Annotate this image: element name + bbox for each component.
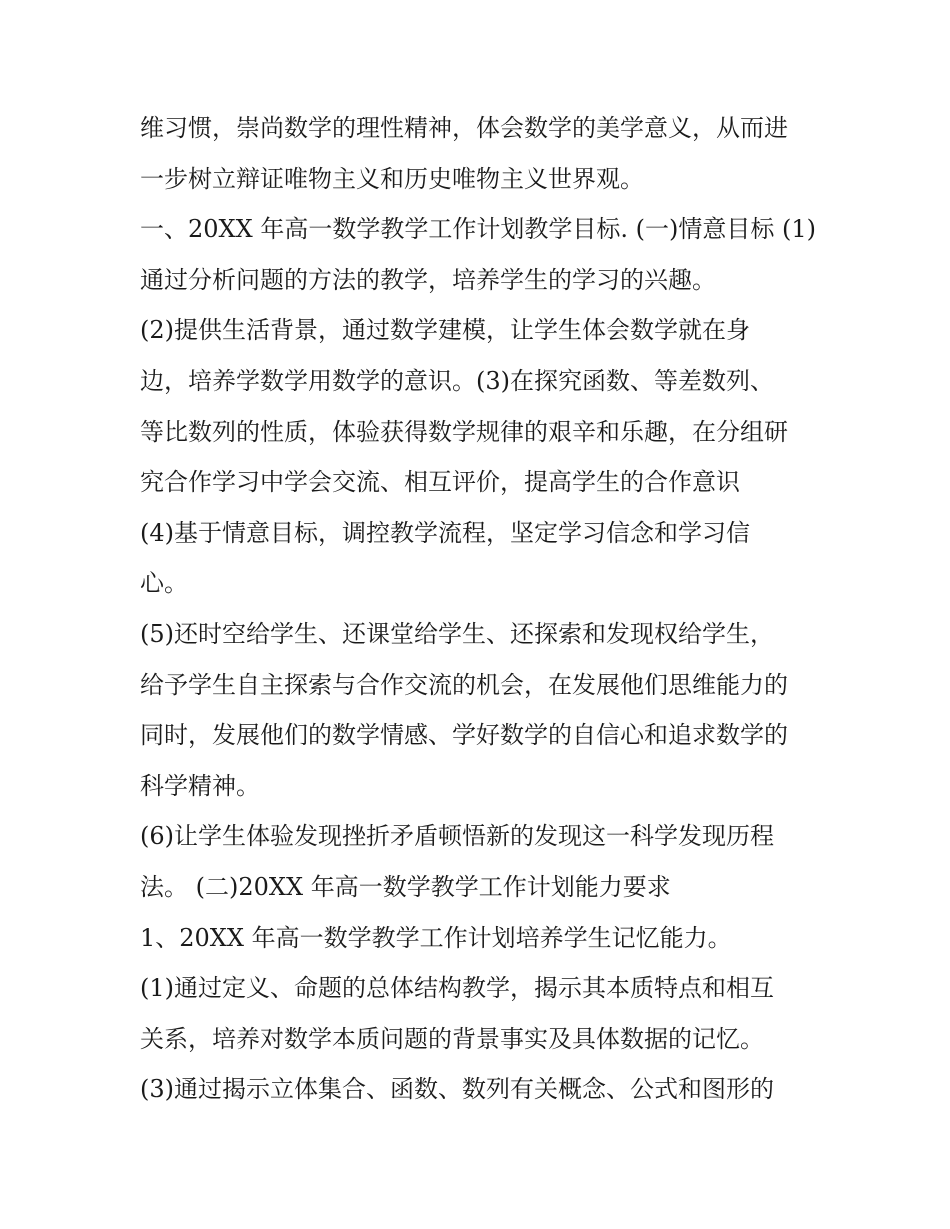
body-line: 通过分析问题的方法的教学，培养学生的学习的兴趣。 — [140, 265, 716, 294]
body-line: (3)通过揭示立体集合、函数、数列有关概念、公式和图形的 — [140, 1075, 774, 1104]
body-line: 1、20XX 年高一数学教学工作计划培养学生记忆能力。 — [140, 923, 732, 952]
body-line: 究合作学习中学会交流、相互评价，提高学生的合作意识 — [140, 468, 740, 497]
body-line: 边，培养学数学用数学的意识。(3)在探究函数、等差数列、 — [140, 366, 774, 395]
body-line: 一、20XX 年高一数学教学工作计划教学目标. (一)情意目标 (1) — [140, 215, 816, 244]
body-line: 法。 (二)20XX 年高一数学教学工作计划能力要求 — [140, 872, 671, 901]
body-line: 维习惯，崇尚数学的理性精神，体会数学的美学意义，从而进 — [140, 114, 788, 142]
body-line: (2)提供生活背景，通过数学建模，让学生体会数学就在身 — [140, 316, 750, 345]
body-line: (1)通过定义、命题的总体结构教学，揭示其本质特点和相互 — [140, 974, 774, 1003]
body-line: 一步树立辩证唯物主义和历史唯物主义世界观。 — [140, 164, 644, 193]
body-line: 科学精神。 — [140, 771, 260, 800]
body-line: (4)基于情意目标，调控教学流程，坚定学习信念和学习信 — [140, 518, 750, 547]
body-line: (5)还时空给学生、还课堂给学生、还探索和发现权给学生， — [140, 619, 774, 648]
document-body — [140, 103, 830, 1115]
body-line: 给予学生自主探索与合作交流的机会，在发展他们思维能力的 — [140, 670, 788, 699]
body-line: 心。 — [140, 569, 188, 598]
body-line: (6)让学生体验发现挫折矛盾顿悟新的发现这一科学发现历程 — [140, 822, 774, 851]
body-line: 同时，发展他们的数学情感、学好数学的自信心和追求数学的 — [140, 721, 788, 750]
body-line: 关系，培养对数学本质问题的背景事实及具体数据的记忆。 — [140, 1024, 764, 1053]
body-line: 等比数列的性质，体验获得数学规律的艰辛和乐趣，在分组研 — [140, 417, 788, 446]
